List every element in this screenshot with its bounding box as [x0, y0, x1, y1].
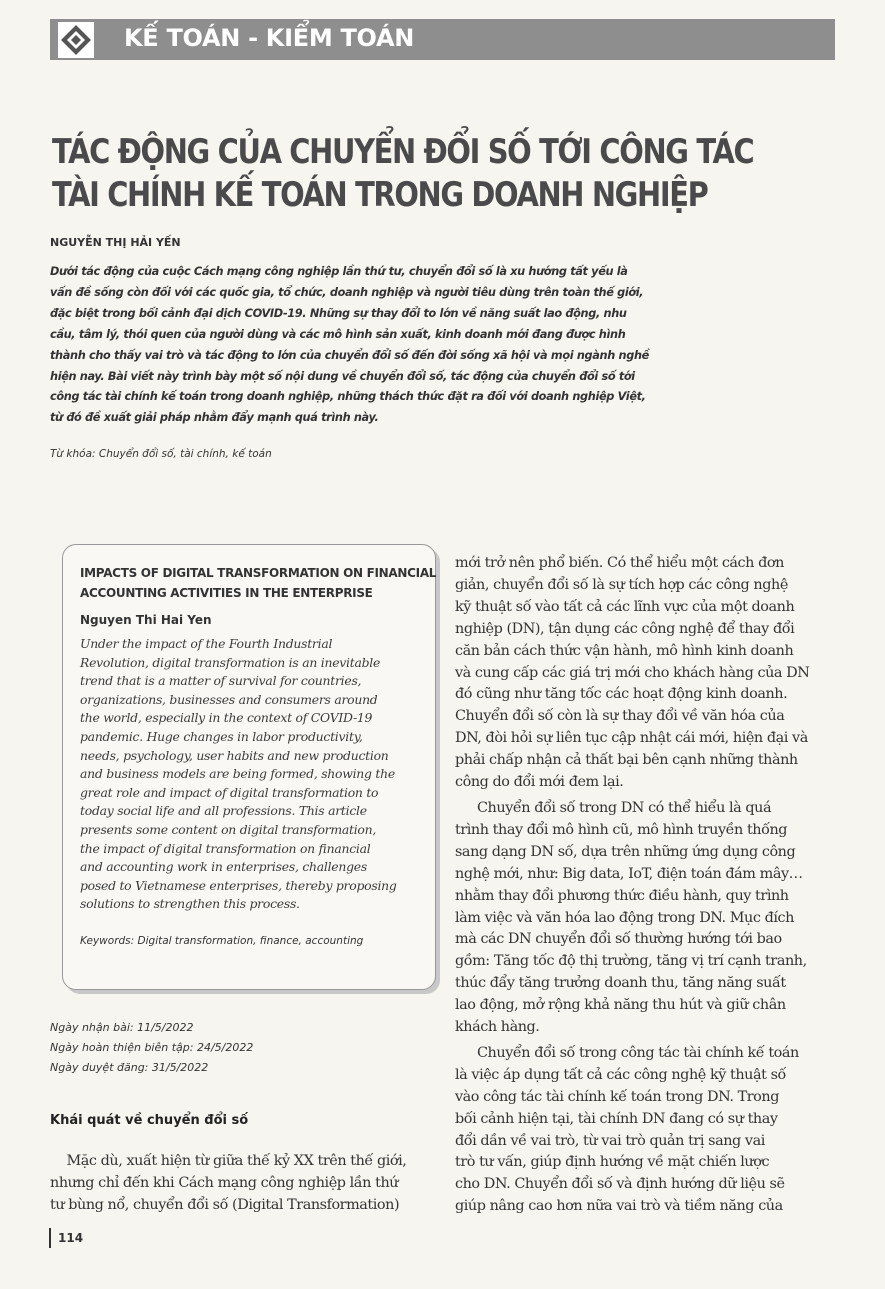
article-author: NGUYỄN THỊ HẢI YẾN	[50, 236, 181, 249]
english-abstract-line: posed to Vietnamese enterprises, thereby proposing	[80, 877, 397, 893]
body-line: là việc áp dụng tất cả các công nghệ kỹ thuật số	[455, 1066, 786, 1083]
abstract-line: vấn đề sống còn đối với các quốc gia, tổ chức, doanh nghiệp và người tiêu dùng trên toàn thế giới,	[50, 285, 644, 299]
title-line: TÁC ĐỘNG CỦA CHUYỂN ĐỔI SỐ TỚI CÔNG TÁC	[52, 132, 754, 172]
english-keywords: Keywords: Digital transformation, finance, accounting	[80, 935, 364, 947]
english-abstract-line: and accounting work in enterprises, challenges	[80, 859, 367, 875]
vietnamese-keywords: Từ khóa: Chuyển đổi số, tài chính, kế toán	[50, 448, 272, 460]
page-number: 114	[58, 1231, 84, 1245]
body-line: bối cảnh hiện tại, tài chính DN đang có sự thay	[455, 1110, 778, 1127]
body-line: mới trở nên phổ biến. Có thể hiểu một cách đơn	[455, 555, 784, 571]
page-number-rule	[49, 1228, 51, 1248]
body-line: Chuyển đổi số trong công tác tài chính kế toán	[477, 1044, 799, 1061]
abstract-line: công tác tài chính kế toán trong doanh nghiệp, những thách thức đặt ra đối với doanh nghiệp Việt,	[50, 390, 646, 404]
section-heading: Khái quát về chuyển đổi số	[50, 1113, 249, 1128]
body-line: đổi dần về vai trò, từ vai trò quản trị sang vai	[455, 1132, 765, 1149]
english-title-line: ACCOUNTING ACTIVITIES IN THE ENTERPRISE	[80, 586, 373, 600]
date-revised: Ngày hoàn thiện biên tập: 24/5/2022	[50, 1041, 254, 1054]
vietnamese-abstract	[50, 262, 649, 429]
english-abstract-line: needs, psychology, user habits and new production	[80, 747, 389, 763]
article-title	[52, 131, 754, 217]
body-line: Mặc dù, xuất hiện từ giữa thế kỷ XX trên thế giới,	[50, 1153, 407, 1169]
english-abstract-line: organizations, businesses and consumers around	[80, 691, 378, 707]
abstract-line: Dưới tác động của cuộc Cách mạng công nghiệp lần thứ tư, chuyển đổi số là xu hướng tất yếu là	[50, 265, 628, 278]
body-line: thúc đẩy tăng trưởng doanh thu, tăng năng suất	[455, 975, 786, 992]
body-line: và cung cấp các giá trị mới cho khách hàng của DN	[455, 664, 810, 681]
english-abstract-line: today social life and all professions. This article	[80, 803, 367, 819]
body-line: phải chấp nhận cả thất bại bên cạnh những thành	[455, 752, 798, 769]
body-line: gồm: Tăng tốc độ thị trường, tăng vị trí cạnh tranh,	[455, 953, 807, 970]
body-line: khách hàng.	[455, 1019, 540, 1036]
english-abstract-line: presents some content on digital transformation,	[80, 821, 377, 837]
body-line: trò tư vấn, giúp định hướng về mặt chiến lược	[455, 1154, 770, 1171]
english-abstract-line: trend that is a matter of survival for countries,	[80, 673, 362, 689]
body-line: công do đổi mới đem lại.	[455, 774, 624, 791]
right-column-body	[455, 553, 838, 1218]
abstract-line: hiện nay. Bài viết này trình bày một số nội dung về chuyển đổi số, tác động của chuyển đổi số tới	[50, 369, 635, 383]
abstract-line: từ đó đề xuất giải pháp nhằm đẩy mạnh quá trình này.	[50, 411, 379, 425]
body-line: nhằm thay đổi phương thức điều hành, quy trình	[455, 887, 789, 904]
body-line: vào công tác tài chính kế toán trong DN. Trong	[455, 1088, 779, 1105]
body-line: lao động, mở rộng khả năng thu hút và giữ chân	[455, 997, 786, 1014]
english-abstract-line: Under the impact of the Fourth Industrial	[80, 636, 333, 651]
abstract-line: cầu, tâm lý, thói quen của người dùng và các mô hình sản xuất, kinh doanh mới đang được hình	[50, 327, 626, 341]
body-line: đó cũng như tăng tốc các hoạt động kinh doanh.	[455, 686, 788, 703]
body-line: Chuyển đổi số trong DN có thể hiểu là quá	[477, 799, 772, 816]
publication-dates	[50, 1018, 253, 1078]
abstract-line: đặc biệt trong bối cảnh đại dịch COVID-19. Những sự thay đổi to lớn về năng suất lao động, nhu	[50, 306, 627, 320]
abstract-line: thành cho thấy vai trò và tác động to lớn của chuyển đổi số đến đời sống xã hội và mọi ngành nghề	[50, 348, 649, 362]
body-line: giúp nâng cao hơn nữa vai trò và tiềm năng của	[455, 1198, 783, 1215]
english-title-line: IMPACTS OF DIGITAL TRANSFORMATION ON FINANCIAL	[80, 566, 437, 580]
body-line: mà các DN chuyển đổi số thường hướng tới bao	[455, 931, 782, 948]
english-abstract-line: pandemic. Huge changes in labor productivity,	[80, 728, 363, 744]
body-line: nhưng chỉ đến khi Cách mạng công nghiệp lần thứ	[50, 1174, 399, 1191]
english-author: Nguyen Thi Hai Yen	[80, 613, 212, 627]
body-line: kỹ thuật số vào tất cả các lĩnh vực của một doanh	[455, 598, 795, 615]
body-line: sang dạng DN số, dựa trên những ứng dụng công	[455, 843, 796, 860]
body-line: cho DN. Chuyển đổi số và định hướng dữ liệu sẽ	[455, 1176, 785, 1193]
english-abstract-line: the world, especially in the context of COVID-19	[80, 710, 373, 726]
body-line: DN, đòi hỏi sự liên tục cập nhật cái mới, hiện đại và	[455, 730, 808, 747]
date-received: Ngày nhận bài: 11/5/2022	[50, 1021, 194, 1034]
section-title: KẾ TOÁN - KIỂM TOÁN	[124, 24, 415, 52]
english-title	[80, 563, 436, 603]
english-abstract-line: great role and impact of digital transformation to	[80, 784, 379, 800]
english-abstract-line: solutions to strengthen this process.	[80, 896, 300, 912]
english-abstract-line: and business models are being formed, showing the	[80, 766, 395, 782]
left-column-body	[50, 1151, 406, 1217]
body-line: nghệ mới, như: Big data, IoT, điện toán đám mây…	[455, 865, 803, 882]
body-line: làm việc và văn hóa lao động trong DN. Mục đích	[455, 909, 794, 926]
body-line: nghiệp (DN), tận dụng các công nghệ để thay đổi	[455, 620, 795, 637]
body-line: trình thay đổi mô hình cũ, mô hình truyền thống	[455, 821, 788, 838]
body-line: Chuyển đổi số còn là sự thay đổi về văn hóa của	[455, 708, 785, 725]
date-approved: Ngày duyệt đăng: 31/5/2022	[50, 1061, 209, 1074]
body-line: tư bùng nổ, chuyển đổi số (Digital Transformation)	[50, 1196, 400, 1213]
body-line: căn bản cách thức vận hành, mô hình kinh doanh	[455, 642, 794, 659]
english-abstract-line: Revolution, digital transformation is an inevitable	[80, 654, 381, 670]
english-abstract	[80, 635, 397, 914]
diamond-logo-icon	[58, 22, 94, 58]
english-abstract-line: the impact of digital transformation on financial	[80, 840, 371, 856]
title-line: TÀI CHÍNH KẾ TOÁN TRONG DOANH NGHIỆP	[52, 175, 708, 215]
body-line: giản, chuyển đổi số là sự tích hợp các công nghệ	[455, 576, 788, 593]
